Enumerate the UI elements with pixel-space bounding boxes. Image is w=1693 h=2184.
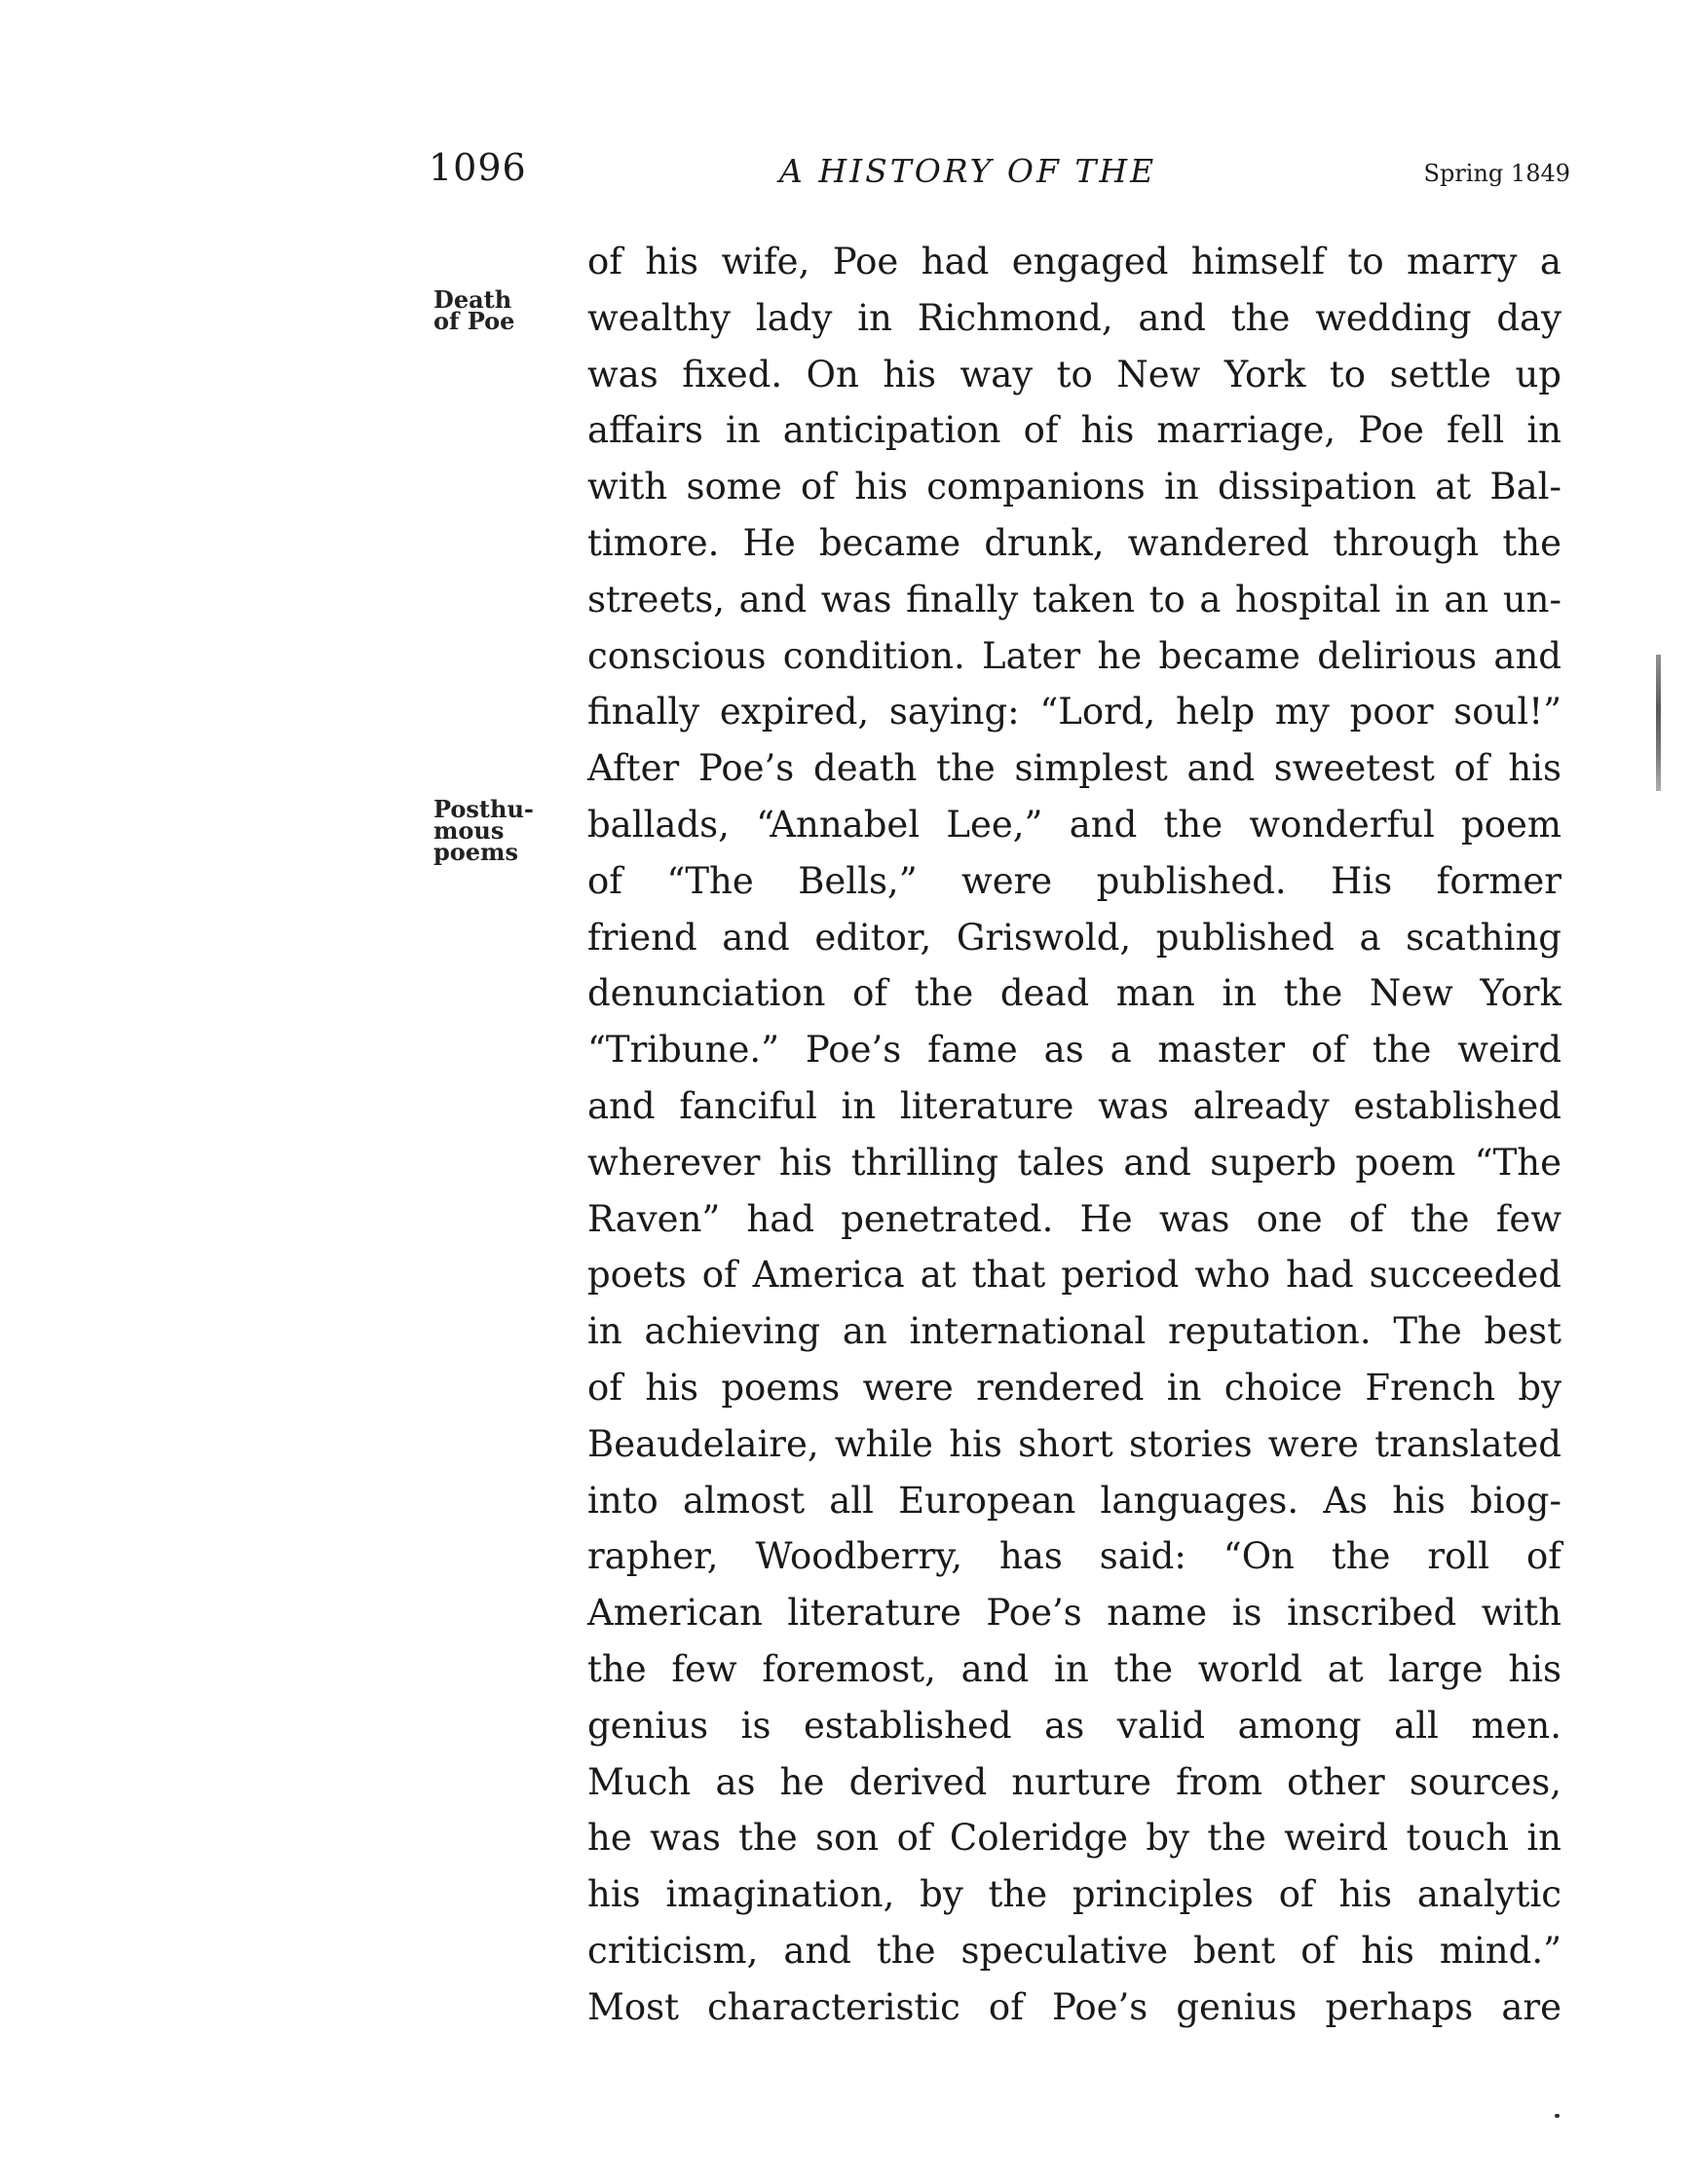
text-line: poets of America at that period who had succeeded: [587, 1254, 1561, 1297]
margin-note-line: mous: [433, 816, 505, 845]
text-line: denunciation of the dead man in the New York: [587, 972, 1561, 1015]
date-note: Spring 1849: [1423, 160, 1570, 187]
scan-artifact-dot: [1555, 2114, 1560, 2118]
text-line: After Poe’s death the simplest and sweetest of his: [587, 747, 1561, 790]
text-line: in achieving an international reputation. The best: [587, 1310, 1561, 1353]
margin-note-line: Posthu-: [433, 795, 534, 823]
text-line: wherever his thrilling tales and superb poem “The: [587, 1141, 1561, 1184]
text-line: of “The Bells,” were published. His former: [587, 859, 1561, 902]
text-line: streets, and was finally taken to a hospital in an un-: [587, 578, 1561, 621]
text-line: timore. He became drunk, wandered through the: [587, 521, 1561, 564]
text-line: his imagination, by the principles of his analytic: [587, 1873, 1561, 1916]
text-line: American literature Poe’s name is inscribed with: [587, 1592, 1561, 1635]
text-line: Much as he derived nurture from other sources,: [587, 1760, 1561, 1803]
text-line: ballads, “Annabel Lee,” and the wonderful poem: [587, 803, 1561, 846]
text-line: finally expired, saying: “Lord, help my poor soul!”: [587, 691, 1561, 734]
text-line: of his poems were rendered in choice French by: [587, 1366, 1561, 1409]
text-line: criticism, and the speculative bent of his mind.”: [587, 1929, 1561, 1972]
margin-note-line: poems: [433, 838, 518, 866]
page-number: 1096: [429, 146, 527, 189]
margin-note-line: Death: [433, 285, 512, 314]
margin-note-line: of Poe: [433, 307, 515, 335]
running-title: A HISTORY OF THE: [779, 152, 1157, 190]
text-line: Most characteristic of Poe’s genius perhaps are: [587, 1985, 1561, 2028]
running-header: [429, 146, 1570, 195]
text-line: conscious condition. Later he became delirious and: [587, 634, 1561, 677]
text-line: was fixed. On his way to New York to settle up: [587, 353, 1561, 395]
text-line: rapher, Woodberry, has said: “On the roll of: [587, 1535, 1561, 1578]
text-line: genius is established as valid among all men.: [587, 1704, 1561, 1747]
text-line: the few foremost, and in the world at large his: [587, 1647, 1561, 1690]
text-line: “Tribune.” Poe’s fame as a master of the weird: [587, 1029, 1561, 1072]
text-line: of his wife, Poe had engaged himself to marry a: [587, 241, 1561, 282]
text-line: friend and editor, Griswold, published a scathing: [587, 916, 1561, 959]
text-line: affairs in anticipation of his marriage, Poe fell in: [587, 409, 1561, 452]
body-text: [587, 234, 1561, 2036]
text-line: with some of his companions in dissipation at Bal-: [587, 466, 1561, 508]
text-line: Raven” had penetrated. He was one of the few: [587, 1197, 1561, 1240]
margin-note-death-of-poe: [433, 285, 515, 335]
text-line: into almost all European languages. As his biog-: [587, 1479, 1561, 1522]
text-line: and fanciful in literature was already established: [587, 1084, 1561, 1127]
text-line: he was the son of Coleridge by the weird touch in: [587, 1817, 1561, 1860]
text-line: Beaudelaire, while his short stories were translated: [587, 1422, 1561, 1465]
scan-artifact-mark: [1656, 655, 1661, 791]
text-line: wealthy lady in Richmond, and the wedding day: [587, 296, 1561, 339]
margin-note-posthumous-poems: [433, 795, 534, 866]
